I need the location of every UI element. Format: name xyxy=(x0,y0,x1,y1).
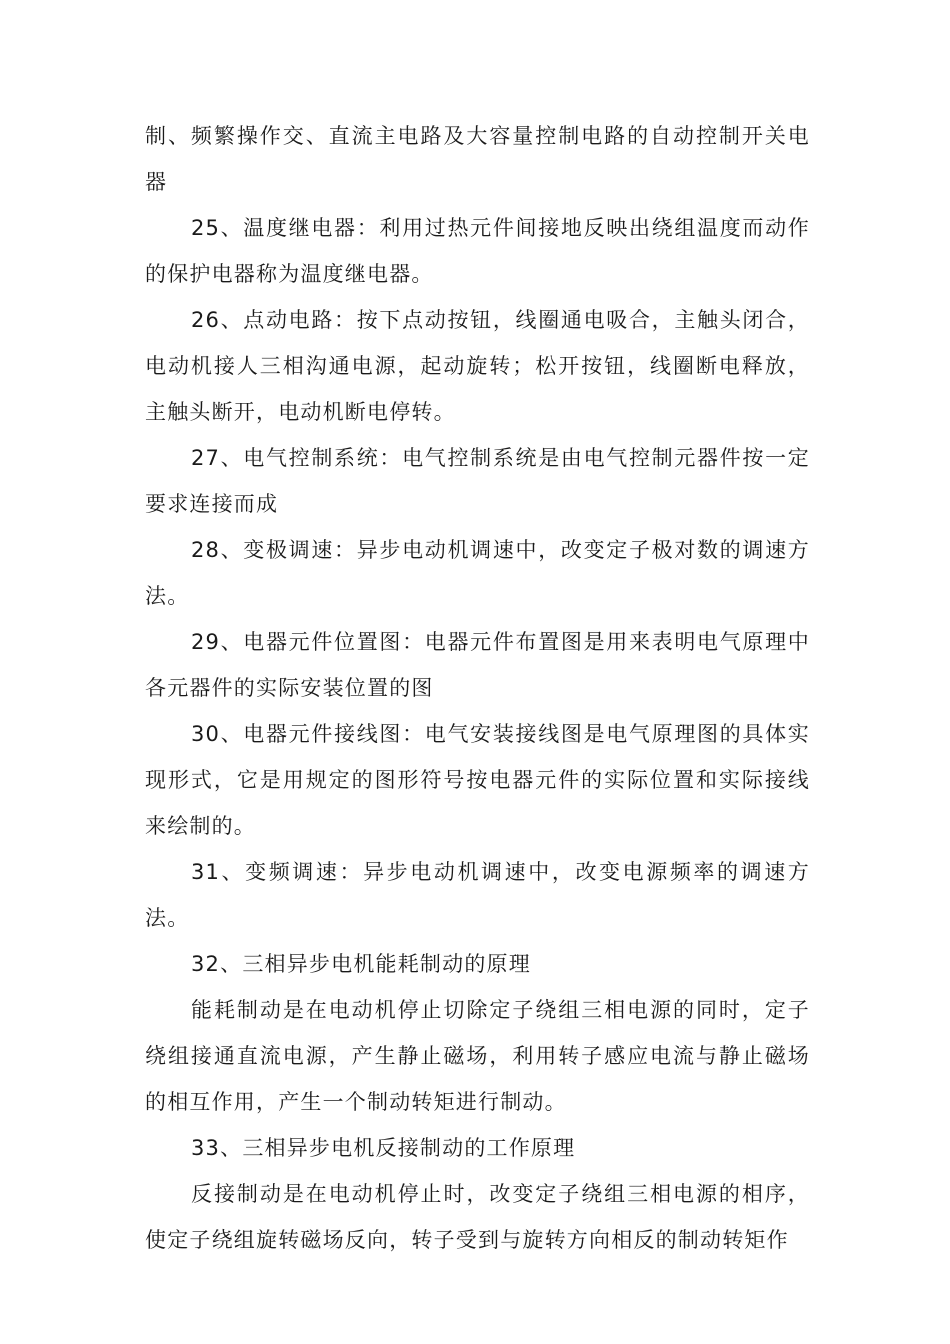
paragraph-32-body: 能耗制动是在电动机停止切除定子绕组三相电源的同时，定子绕组接通直流电源，产生静止磁场，利用转子感应电流与静止磁场的相互作用，产生一个制动转矩进行制动。 xyxy=(145,998,810,1114)
document-body xyxy=(145,113,810,1263)
paragraph-27: 27、电气控制系统：电气控制系统是由电气控制元器件按一定要求连接而成 xyxy=(145,446,810,516)
paragraph-25: 25、温度继电器：利用过热元件间接地反映出绕组温度而动作的保护电器称为温度继电器。 xyxy=(145,216,810,286)
paragraph-33-body: 反接制动是在电动机停止时，改变定子绕组三相电源的相序，使定子绕组旋转磁场反向，转子受到与旋转方向相反的制动转矩作 xyxy=(145,1182,810,1252)
paragraph-31: 31、变频调速：异步电动机调速中，改变电源频率的调速方法。 xyxy=(145,860,810,930)
paragraph-26: 26、点动电路：按下点动按钮，线圈通电吸合，主触头闭合，电动机接人三相沟通电源，起动旋转；松开按钮，线圈断电释放，主触头断开，电动机断电停转。 xyxy=(145,308,810,424)
heading-33: 33、三相异步电机反接制动的工作原理 xyxy=(191,1136,576,1160)
heading-32: 32、三相异步电机能耗制动的原理 xyxy=(191,952,531,976)
paragraph-30: 30、电器元件接线图：电气安装接线图是电气原理图的具体实现形式，它是用规定的图形符号按电器元件的实际位置和实际接线来绘制的。 xyxy=(145,722,810,838)
paragraph-28: 28、变极调速：异步电动机调速中，改变定子极对数的调速方法。 xyxy=(145,538,810,608)
paragraph-29: 29、电器元件位置图：电器元件布置图是用来表明电气原理中各元器件的实际安装位置的图 xyxy=(145,630,810,700)
paragraph-continuation: 制、频繁操作交、直流主电路及大容量控制电路的自动控制开关电器 xyxy=(145,124,810,194)
